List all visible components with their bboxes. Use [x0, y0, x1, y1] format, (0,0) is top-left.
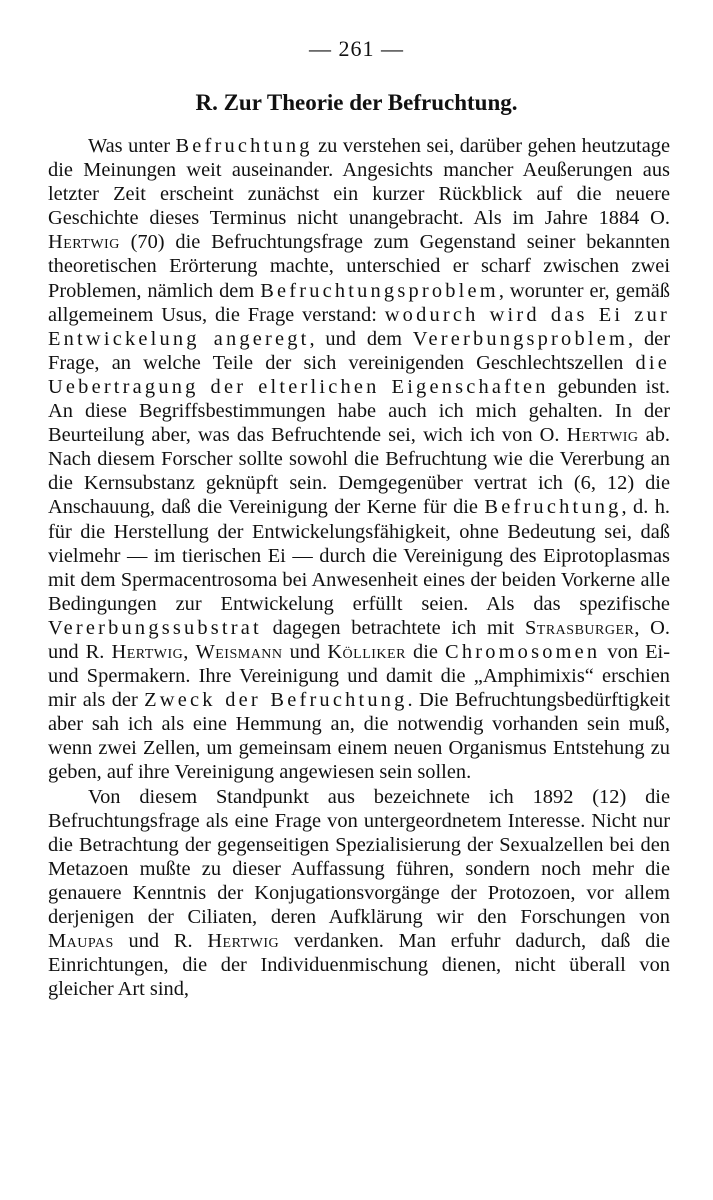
author-name: Hertwig [207, 930, 280, 953]
text-run: ab. Nach diesem Forscher sollte sowohl die Befruchtung wie die Vererbung an die Kernsubstanz geknüpft sein. Demgegenüber vertrat ich (6, 12) die Anschauung, daß die Vereinigung der Kerne für die [48, 424, 670, 519]
text-run: die [405, 640, 446, 663]
text-run: , O. und R. [48, 616, 670, 663]
text-run: Was unter [88, 135, 176, 157]
author-name: Kölliker [327, 640, 406, 663]
spaced-emphasis-text: wodurch wird das Ei zur Entwickelung angeregt [48, 303, 670, 350]
author-name: Hertwig [111, 640, 184, 663]
author-name: Strasburger [524, 616, 635, 639]
text-run: und R. [113, 930, 208, 953]
paragraph [48, 785, 670, 1002]
text-run: verdanken. Man erfuhr dadurch, daß die Einrichtungen, die der Individuenmischung dienen, nicht überall von gleicher Art sind, [48, 930, 670, 1001]
text-run: gebunden ist. An diese Begriffsbestimmungen habe auch ich mich gehalten. In der Beurteilung aber, was das Befruchtende sei, wich ich von O. [48, 375, 670, 447]
author-name: Hertwig [48, 231, 120, 254]
author-name: Maupas [48, 930, 114, 953]
text-run: , worunter er, gemäß allgemeinem Usus, die Frage verstand: [48, 279, 670, 326]
text-run: dagegen betrachtete ich mit [261, 616, 525, 639]
text-run: zu verstehen sei, darüber gehen heutzutage die Meinungen weit auseinander. Angesichts mancher Aeußerungen aus letzter Zeit erscheint zunächst ein kurzer Rückblick auf die neuere Geschichte dieses Terminus nicht unangebracht. Als im Jahre 1884 O. [48, 135, 670, 230]
text-run: Von diesem Standpunkt aus bezeichnete ich 1892 (12) die Befruchtungsfrage als eine Frage von untergeordnetem Interesse. Nicht nur die Betrachtung der gegenseitigen Spezialisierung der Sexualzellen bei den Metazoen mußte zu dieser Auffassung führen, sondern noch mehr die genauere Kenntnis der Konjugationsvorgänge der Protozoen, vor allem derjenigen der Ciliaten, deren Aufklärung wir den Forschungen von [48, 785, 670, 928]
page-number: — 261 — [309, 36, 404, 61]
section-title: R. Zur Theorie der Befruchtung. [195, 90, 518, 115]
author-name: Weismann [195, 640, 283, 663]
spaced-emphasis-text: Zweck der Befruchtung [144, 689, 408, 712]
text-run: , und dem [309, 327, 413, 350]
text-run: , d. h. für die Herstellung der Entwickelungsfähigkeit, ohne Bedeutung sei, daß vielmehr — im tierischen Ei — durch die Vereinigung des Eiprotoplasmas mit dem Spermacentrosoma bei Anwesenheit eines der beiden Vorkerne alle Bedingungen zur Entwickelung erfüllt seien. Als das spezifische [48, 496, 670, 615]
spaced-emphasis-text: Vererbungssubstrat [48, 616, 262, 639]
spaced-emphasis-text: Chromosomen [445, 640, 601, 663]
spaced-emphasis-text: Befruchtung [175, 135, 313, 157]
spaced-emphasis-text: Vererbungsproblem [412, 327, 629, 350]
text-run: . Die Befruchtungsbedürftigkeit aber sah ich als eine Hemmung an, die notwendig vorhanden sein muß, wenn zwei Zellen, um gemeinsam einem neuen Organismus Entstehung zu geben, auf ihre Vereinigung angewiesen sein sollen. [48, 689, 670, 784]
text-run: und [282, 640, 328, 663]
author-name: Hertwig [566, 424, 639, 447]
spaced-emphasis-text: Befruchtungsproblem [260, 279, 499, 302]
spaced-emphasis-text: die Uebertragung der elterlichen Eigenschaften [48, 351, 670, 398]
text-run: von Ei- und Spermakern. Ihre Vereinigung und damit die „Amphimixis“ erschien mir als der [48, 640, 671, 712]
text-run: (70) die Befruchtungsfrage zum Gegenstand seiner bekannten theoretischen Erörterung machte, unterschied er scharf zwischen zwei Problemen, nämlich dem [48, 231, 670, 302]
spaced-emphasis-text: Befruchtung [484, 496, 622, 519]
text-run: , [183, 640, 196, 663]
body-text [48, 134, 670, 1001]
text-run: , der Frage, an welche Teile der sich vereinigenden Geschlechtszellen [48, 327, 670, 374]
paragraph [48, 134, 670, 785]
